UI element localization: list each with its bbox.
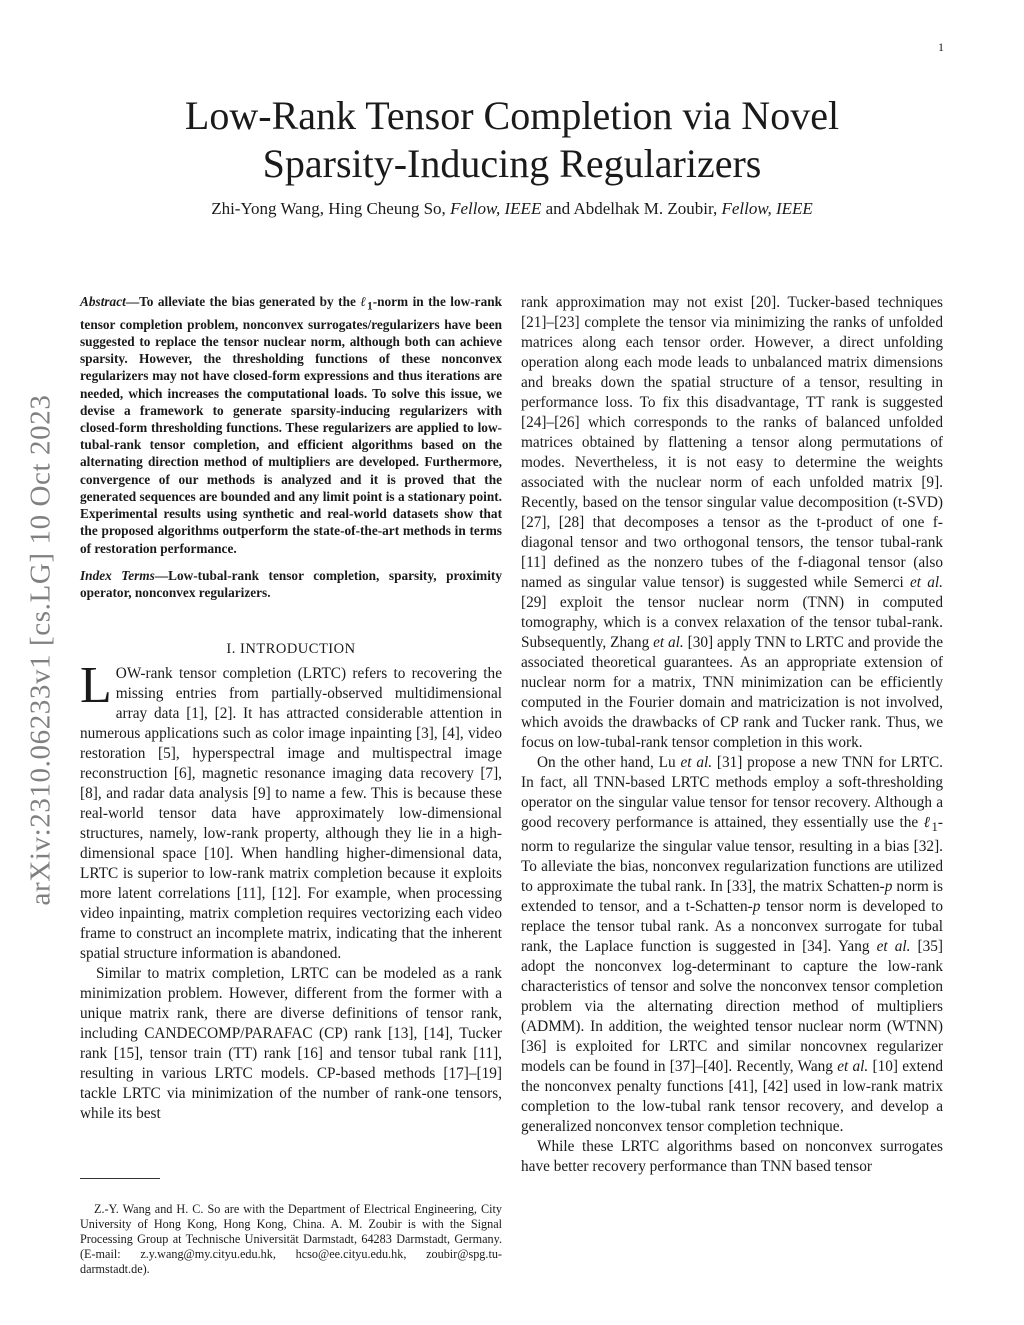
intro-paragraph-1 xyxy=(80,657,502,964)
footnote-divider xyxy=(80,1178,160,1179)
rp2-g: [10] extend the nonconvex penalty functions [41], [42] used in low-rank matrix completion to the low-tubal rank tensor recovery, and develop a generalized nonconvex tensor completion technique. xyxy=(521,1058,943,1136)
rp2-l1-symbol: ℓ xyxy=(923,814,932,831)
author-role-1: Fellow, IEEE xyxy=(450,199,542,218)
author-list xyxy=(0,199,1024,219)
rp1-etal-2: et al. xyxy=(653,634,684,651)
arxiv-identifier-stamp[interactable] xyxy=(18,355,64,945)
rp1-b: [29] exploit the tensor nuclear norm (TNN) in computed tomography, which is a convex relaxation of the tensor tubal-rank. Subsequently, Zhang xyxy=(521,594,943,651)
l1-norm-symbol: ℓ xyxy=(360,294,368,309)
right-paragraph-3: While these LRTC algorithms based on nonconvex surrogates have better recovery performance than TNN based tensor xyxy=(521,1138,943,1176)
index-terms-text: Low-tubal-rank tensor completion, sparsity, proximity operator, nonconvex regularizers. xyxy=(80,567,503,600)
rp1-a: rank approximation may not exist [20]. Tucker-based techniques [21]–[23] complete the tensor via minimizing the ranks of unfolded matrices along each tensor order. However, a direct unfolding operation along each mode leads to unbalanced matrix dimensions and breaks down the spatial structure of a tensor, resulting in performance loss. To fix this disadvantage, TT rank is suggested [24]–[26] which corresponds to the ranks of balanced unfolded matrices obtained by flattening a tensor along permutations of modes. Nevertheless, it is not easy to determine the weights associated with the nuclear norm of each unfolded matrix [9]. Recently, based on the tensor singular value decomposition (t-SVD) [27], [28] that decomposes a tensor as the t-product of one f-diagonal tensor and two orthogonal tensors, the tensor tubal-rank [11] defined as the nonzero tubes of the f-diagonal tensor (also named as singular value tensor) is suggested while Semerci xyxy=(521,294,943,591)
index-terms-label: Index Terms xyxy=(80,567,155,583)
index-terms-dash: — xyxy=(154,567,169,583)
abstract-label: Abstract xyxy=(80,294,126,309)
paper-title xyxy=(0,92,1024,188)
affiliation-footnote: Z.-Y. Wang and H. C. So are with the Department of Electrical Engineering, City University of Hong Kong, Hong Kong, China. A. M. Zoubir is with the Signal Processing Group at Technische Universität Darmstadt, 64283 Darmstadt, Germany. (E-mail: z.y.wang@my.cityu.edu.hk, hcso@ee.cityu.edu.hk, zoubir@spg.tu-darmstadt.de). xyxy=(80,1202,502,1277)
rp2-etal-3: et al. xyxy=(837,1058,869,1076)
rp2-p-symbol-1: p xyxy=(884,878,893,896)
section-heading-introduction xyxy=(80,641,502,658)
rp2-etal-2: et al. xyxy=(876,938,911,956)
rp2-l1-subscript: 1 xyxy=(931,820,938,835)
authors-connector: and Abdelhak M. Zoubir, xyxy=(541,199,722,218)
rp1-c: [30] apply TNN to LRTC and provide the associated theoretical guarantees. As an appropriate extension of nuclear norm for a matrix, TNN minimization can be efficiently computed in the Fourier domain and matricization is not involved, which avoids the drawbacks of CP rank and Tucker rank. Thus, we focus on low-tubal-rank tensor completion in this work. xyxy=(521,634,943,751)
intro-paragraph-1-text: OW-rank tensor completion (LRTC) refers to recovering the missing entries from partially-observed multidimensional array data [1], [2]. It has attracted considerable attention in numerous applications such as color image inpainting [3], [4], video restoration [5], hyperspectral image and multispectral image reconstruction [6], magnetic resonance imaging data recovery [7], [8], and radar data analysis [9] to name a few. This is because these real-world tensor data have approximately low-dimensional structures, namely, low-rank property, although they lie in a high-dimensional space [10]. When handling higher-dimensional data, LRTC is superior to low-rank matrix completion because it exploits more latent correlations [11], [12]. For example, when processing video inpainting, matrix completion requires vectorizing each video frame to construct an incomplete matrix, indicating that the inherent spatial structure information is abandoned. xyxy=(80,665,502,963)
rp2-b: [31] propose a new TNN for LRTC. In fact, all TNN-based LRTC methods employ a soft-thresholding operator on the singular value tensor for tensor recovery. Although a good recovery performance is attained, they essentially use the xyxy=(521,754,943,831)
right-paragraph-2 xyxy=(521,753,943,1137)
rp1-etal-1: et al. xyxy=(910,574,943,591)
arxiv-identifier-text: arXiv:2310.06233v1 [cs.LG] 10 Oct 2023 xyxy=(24,394,57,906)
rp2-p-symbol-2: p xyxy=(752,898,761,916)
section-numeral: I. xyxy=(226,641,241,658)
title-line-1: Low-Rank Tensor Completion via Novel xyxy=(184,93,840,138)
abstract-text-post: -norm in the low-rank tensor completion problem, nonconvex surrogates/regularizers have been suggested to replace the tensor nuclear norm, although both can achieve sparsity. However, the thresholding functions of these nonconvex regularizers may not have closed-form expressions and thus iterations are needed, which increases the computational loads. To solve this issue, we devise a framework to generate sparsity-inducing regularizers with closed-form thresholding functions. These regularizers are applied to low-tubal-rank tensor completion, and efficient algorithms based on the alternating direction method of multipliers are developed. Furthermore, convergence of our methods is analyzed and it is proved that the generated sequences are bounded and any limit point is a stationary point. Experimental results using synthetic and real-world datasets show that the proposed algorithms outperform the state-of-the-art methods in terms of restoration performance. xyxy=(80,294,503,556)
rp2-etal-1: et al. xyxy=(680,754,713,771)
abstract-text-pre: To alleviate the bias generated by the xyxy=(139,294,361,309)
left-column xyxy=(80,293,502,1124)
index-terms xyxy=(80,567,502,601)
section-title-first-letter: I xyxy=(240,641,246,658)
author-role-2: Fellow, IEEE xyxy=(721,199,813,218)
title-line-2: Sparsity-Inducing Regularizers xyxy=(262,141,762,186)
section-title-rest: NTRODUCTION xyxy=(245,641,356,658)
rp2-c: -norm to regularize the singular value tensor, resulting in a bias [32]. To alleviate the bias, nonconvex regularization functions are utilized to approximate the tubal rank. In [33], the matrix Schatten- xyxy=(521,814,943,896)
abstract xyxy=(80,293,502,557)
abstract-dash: — xyxy=(125,294,140,309)
authors-first: Zhi-Yong Wang, Hing Cheung So, xyxy=(211,199,451,218)
rp2-a: On the other hand, Lu xyxy=(537,754,681,771)
l1-norm-subscript: 1 xyxy=(367,300,373,313)
rp2-d: norm is extended to tensor, and a t-Schatten- xyxy=(521,878,943,916)
rp2-f: [35] adopt the nonconvex log-determinant to capture the low-rank characteristics of tensor and solve the nonconvex tensor completion problem via the alternating direction method of multipliers (ADMM). In addition, the weighted tensor nuclear norm (WTNN) [36] is exploited for LRTC and similar noncovnex regularizer models can be found in [37]–[40]. Recently, Wang xyxy=(521,938,943,1076)
right-paragraph-1 xyxy=(521,293,943,753)
page-number: 1 xyxy=(938,40,944,54)
right-column xyxy=(521,293,943,1177)
drop-cap: L xyxy=(80,657,112,715)
intro-paragraph-2: Similar to matrix completion, LRTC can be modeled as a rank minimization problem. However, different from the former with a unique matrix rank, there are diverse definitions of tensor rank, including CANDECOMP/PARAFAC (CP) rank [13], [14], Tucker rank [15], tensor train (TT) rank [16] and tensor tubal rank [11], resulting in various LRTC models. CP-based methods [17]–[19] tackle LRTC via minimization of the number of rank-one tensors, while its best xyxy=(80,965,502,1123)
rp2-e: tensor norm is developed to replace the tensor tubal rank. As a nonconvex surrogate for tubal rank, the Laplace function is suggested in [34]. Yang xyxy=(521,898,943,956)
